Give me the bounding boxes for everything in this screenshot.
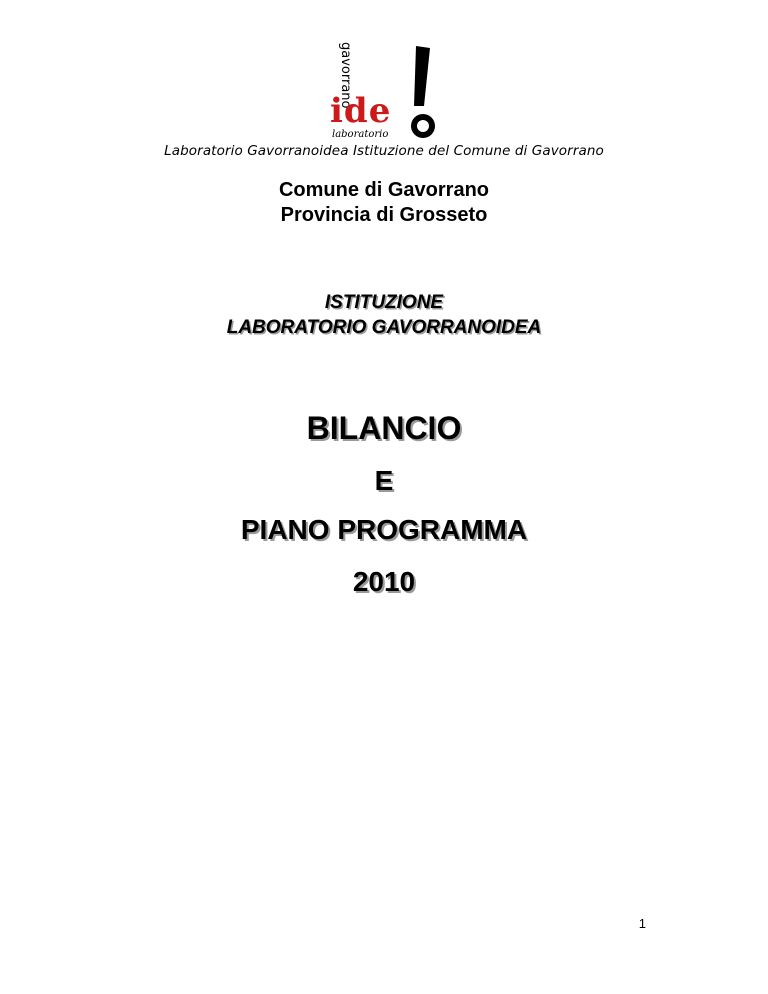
logo-vertical-text: gavorrano [338,42,353,109]
title-e: E [374,465,394,496]
provincia-name: Provincia di Grosseto [280,204,488,226]
lab-caption: Laboratorio Gavorranoidea Istituzione del Comune di Gavorrano [164,143,604,159]
logo-main-text: ide [330,91,392,131]
istituzione-label: ISTITUZIONE [324,292,444,313]
laboratorio-label: LABORATORIO GAVORRANOIDEA [226,317,542,338]
comune-name: Comune di Gavorrano [278,179,490,201]
title-year: 2010 [352,566,416,597]
comune-block [0,178,768,228]
logo-sub-text: laboratorio [332,129,389,140]
istituzione-block [0,290,768,340]
page-number: 1 [638,916,646,931]
logo-graphic [328,40,440,140]
gavorranoidea-logo [328,40,440,140]
title-piano-programma: PIANO PROGRAMMA [240,514,528,545]
title-bilancio: BILANCIO [306,410,462,446]
